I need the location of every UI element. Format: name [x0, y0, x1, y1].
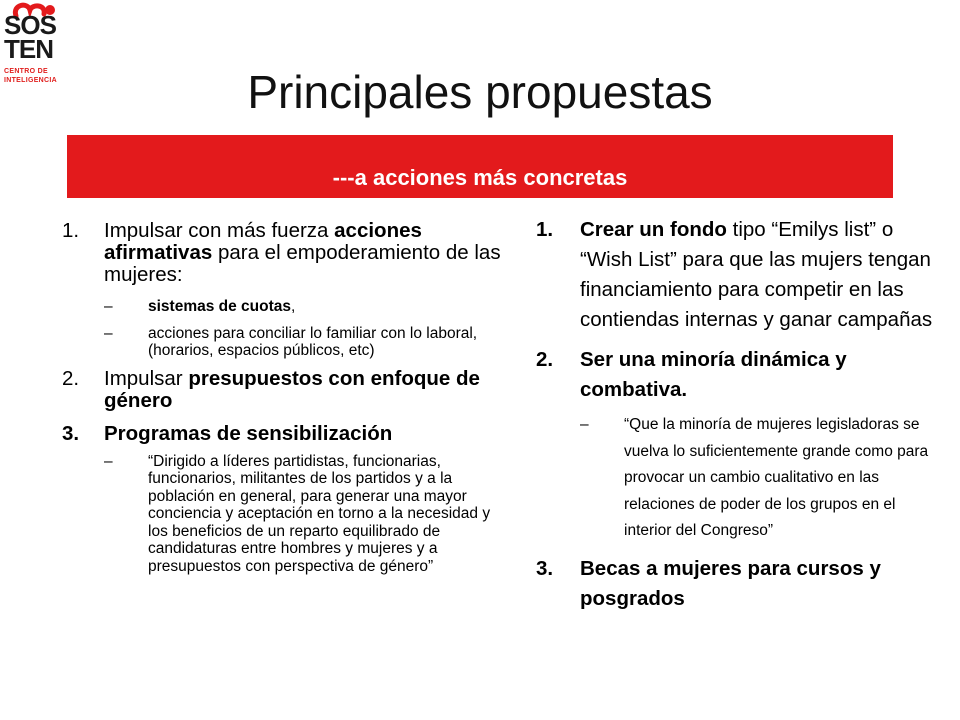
sub-item-text: acciones para conciliar lo familiar con lo laboral, (horarios, espacios públicos, etc): [148, 324, 478, 359]
item-bold-text: Crear un fondo: [580, 218, 727, 241]
item-text: Impulsar: [104, 366, 189, 390]
logo-text-ten: TEN: [4, 34, 53, 64]
logo-text-inteligencia: INTELIGENCIA: [4, 77, 57, 84]
item-number: 3.: [62, 421, 80, 445]
item-bold-text: Ser una minoría dinámica y combativa.: [580, 348, 847, 401]
item-bold-text: presupuestos con enfoque de género: [104, 366, 480, 412]
banner-text: ---a acciones más concretas: [332, 165, 628, 190]
list-item: [62, 368, 502, 412]
right-column: [536, 215, 946, 614]
sub-list-item: [104, 325, 502, 360]
page-title: Principales propuestas: [247, 66, 713, 118]
list-item: [536, 345, 946, 405]
sub-list-item: [104, 453, 502, 576]
logo-text-centro: CENTRO DE: [4, 68, 48, 75]
dash-bullet: –: [104, 298, 113, 315]
dash-bullet: –: [580, 416, 589, 433]
dash-bullet: –: [104, 452, 113, 470]
item-number: 3.: [536, 556, 554, 580]
dash-bullet: –: [104, 324, 113, 342]
sub-list-item: [104, 298, 502, 316]
list-item: [536, 215, 946, 335]
sub-list-item: [580, 412, 946, 545]
list-item: [62, 220, 502, 286]
list-item: [536, 554, 946, 614]
item-number: 1.: [536, 218, 554, 241]
item-text: Impulsar con más fuerza: [104, 219, 335, 242]
item-number: 2.: [62, 366, 80, 390]
item-text: para el empoderamiento de las mujeres:: [104, 241, 501, 286]
item-bold-text: Programas de sensibilización: [104, 421, 393, 445]
item-bold-text: acciones afirmativas: [104, 219, 422, 264]
item-number: 1.: [62, 219, 80, 242]
sub-item-text: “Que la minoría de mujeres legisladoras se vuelva lo suficientemente grande como para provocar un cambio cualitativo en las relaciones de poder de los grupos en el interior del Congreso”: [624, 416, 929, 539]
item-text: tipo “Emilys list” o “Wish List” para que las mujers tengan financiamiento para competir en las contiendas internas y ganar campañas: [580, 218, 933, 331]
item-number: 2.: [536, 348, 554, 371]
sub-item-bold-text: sistemas de cuotas: [148, 298, 292, 315]
item-bold-text: Becas a mujeres para cursos y posgrados: [580, 556, 881, 610]
list-item: [62, 423, 502, 445]
subtitle-banner: [67, 135, 893, 198]
left-column: [62, 220, 502, 575]
sub-item-text: ,: [291, 298, 296, 315]
sub-item-text: “Dirigido a líderes partidistas, funcionarias, funcionarios, militantes de los partidos y a la población en general, para generar una mayor conciencia y aceptación en torno a la necesidad y los beneficios de un reparto equilibrado de candidaturas entre hombres y mujeres y a presupuestos con perspectiva de género”: [148, 452, 491, 575]
logo-text-sos: SOS: [4, 10, 56, 40]
